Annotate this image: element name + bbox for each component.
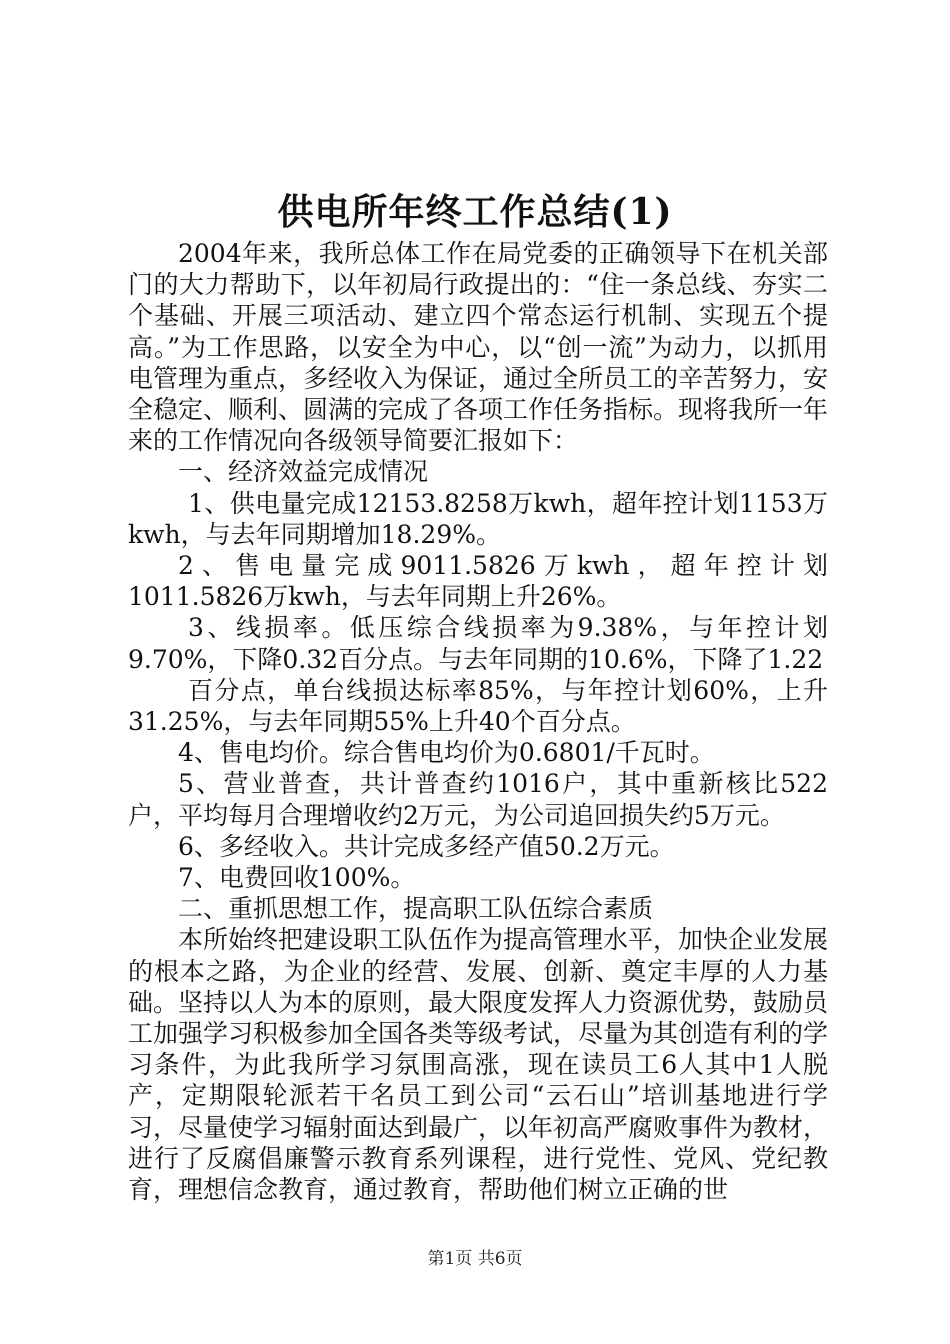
section-heading-1: 一、经济效益完成情况	[178, 457, 429, 487]
section-2-paragraph: 本所始终把建设职工队伍作为提高管理水平，加快企业发展的根本之路，为企业的经营、发展、创新、奠定丰厚的人力基础。坚持以人为本的原则，最大限度发挥人力资源优势，鼓励员工加强学习积极参加全国各类等级考试，尽量为其创造有利的学习条件，为此我所学习氛围高涨，现在读员工6人其中1人脱产，定期限轮派若干名员工到公司“云石山”培训基地进行学习，尽量使学习辐射面达到最广，以年初高严腐败事件为教材，进行了反腐倡廉警示教育系列课程，进行党性、党风、党纪教育，理想信念教育，通过教育，帮助他们树立正确的世	[128, 925, 829, 1205]
item-3-paragraph: 3、线损率。低压综合线损率为9.38%，与年控计划9.70%，下降0.32百分点。与去年同期的10.6%，下降了1.22	[128, 613, 828, 674]
item-2-paragraph: 2、售电量完成9011.5826万kwh，超年控计划1011.5826万kwh，与去年同期上升26%。	[128, 551, 828, 612]
item-1-paragraph: 1、供电量完成12153.8258万kwh，超年控计划1153万kwh，与去年同期增加18.29%。	[128, 488, 828, 549]
intro-paragraph: 2004年来，我所总体工作在局党委的正确领导下在机关部门的大力帮助下，以年初局行政提出的：“住一条总线、夯实二个基础、开展三项活动、建立四个常态运行机制、实现五个提高。”为工作思路，以安全为中心，以“创一流”为动力，以抓用电管理为重点，多经收入为保证，通过全所员工的辛苦努力，安全稳定、顺利、圆满的完成了各项工作任务指标。现将我所一年来的工作情况向各级领导简要汇报如下：	[128, 239, 829, 456]
item-6-paragraph: 6、多经收入。共计完成多经产值50.2万元。	[178, 831, 675, 861]
section-heading-2: 二、重抓思想工作，提高职工队伍综合素质	[178, 894, 654, 924]
page-footer: 第1页 共6页	[427, 1249, 523, 1269]
item-7-paragraph: 7、电费回收100%。	[178, 863, 416, 893]
item-4-paragraph: 4、售电均价。综合售电均价为0.6801/千瓦时。	[178, 738, 715, 768]
document-title: 供电所年终工作总结(1)	[277, 191, 673, 233]
item-3-continuation: 百分点，单台线损达标率85%，与年控计划60%，上升31.25%，与去年同期55%上升40个百分点。	[128, 675, 828, 737]
item-5-paragraph: 5、营业普查，共计普查约1016户，其中重新核比522户，平均每月合理增收约2万元，为公司追回损失约5万元。	[128, 769, 828, 830]
document-body	[128, 238, 828, 1205]
